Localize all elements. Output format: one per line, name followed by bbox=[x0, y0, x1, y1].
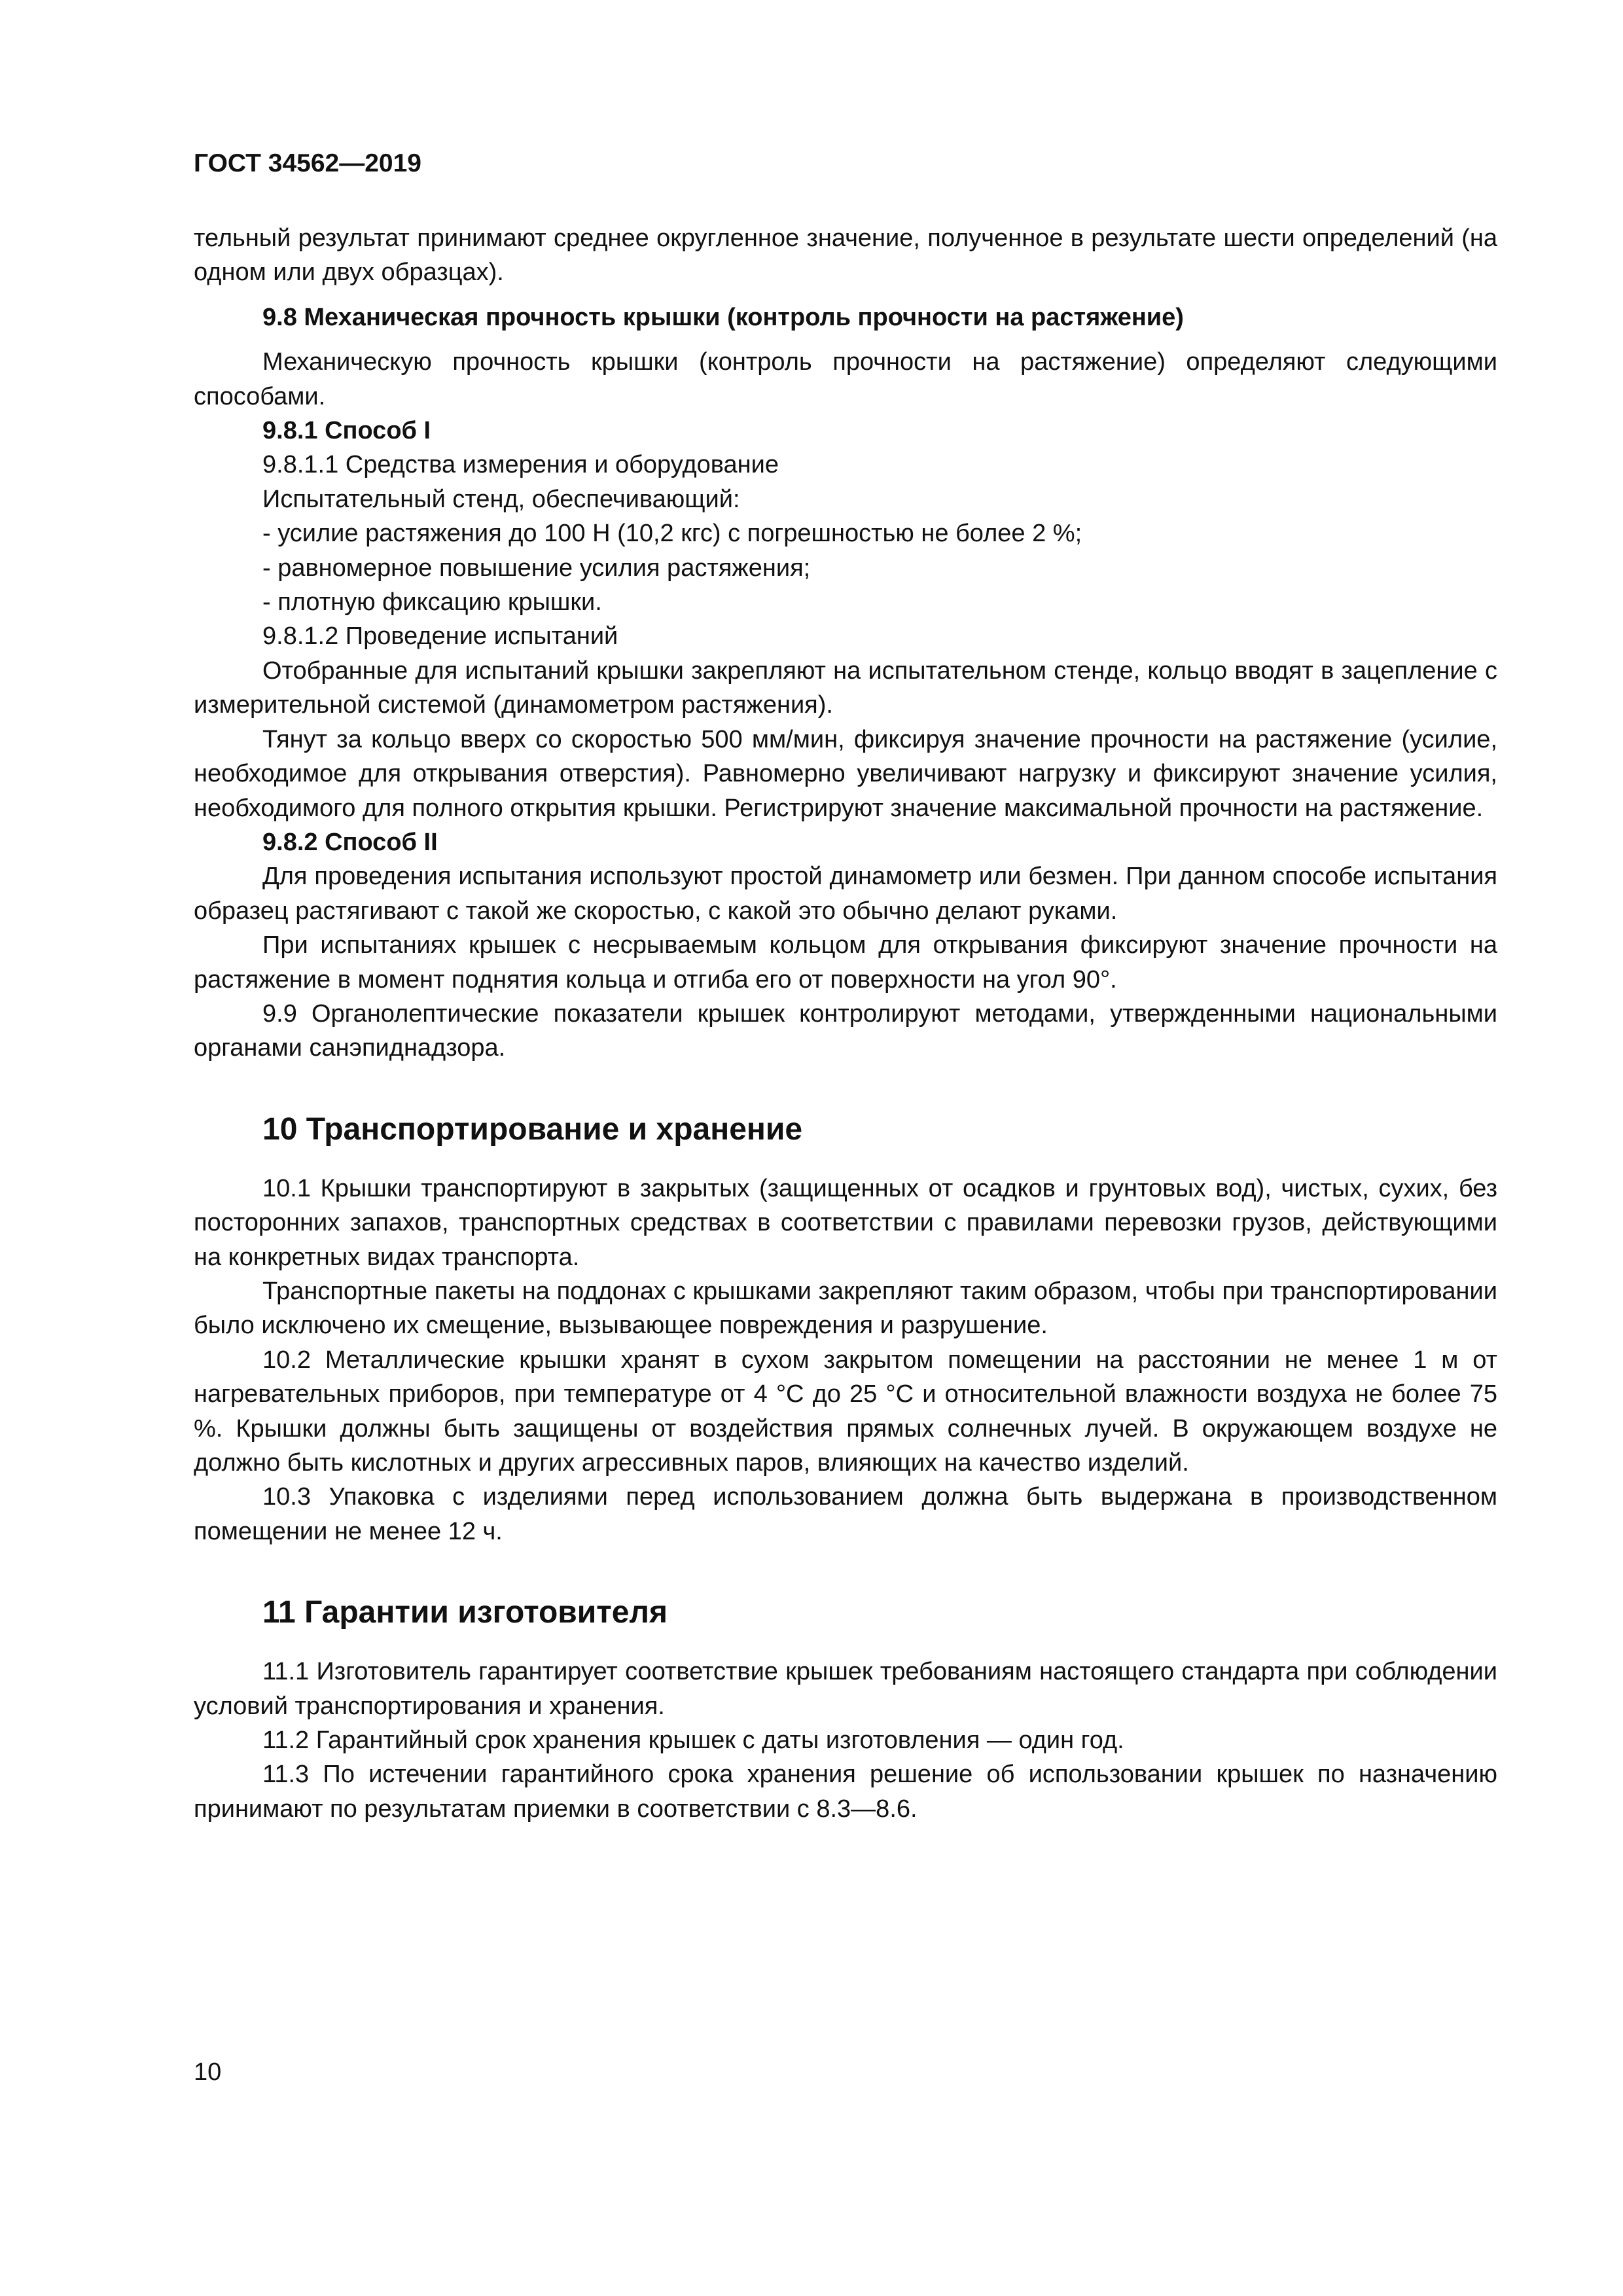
page-number: 10 bbox=[194, 2058, 222, 2086]
document-body bbox=[194, 221, 1497, 1826]
method-1-equipment-title: 9.8.1.1 Средства измерения и оборудование bbox=[262, 451, 779, 479]
list-item: - усилие растяжения до 100 Н (10,2 кгс) с погрешностью не более 2 %; bbox=[262, 520, 1082, 548]
list-item: - равномерное повышение усилия растяжения; bbox=[262, 554, 811, 582]
method-1-stand-intro: Испытательный стенд, обеспечивающий: bbox=[262, 485, 740, 513]
method-1-title: 9.8.1 Способ I bbox=[262, 417, 431, 445]
method-1-paragraph: Отобранные для испытаний крышки закрепляют на испытательном стенде, кольцо вводят в зацепление с измерительной системой (динамометром растяжения). bbox=[194, 656, 1497, 719]
method-2-paragraph: Для проведения испытания используют простой динамометр или безмен. При данном способе испытания образец растягивают с такой же скоростью, с какой это обычно делают руками. bbox=[194, 863, 1497, 925]
section-10-paragraph: 10.1 Крышки транспортируют в закрытых (защищенных от осадков и грунтовых вод), чистых, сухих, без посторонних запахов, транспортных средствах в соответствии с правилами перевозки грузов, действующими на конкретных видах транспорта. bbox=[194, 1174, 1497, 1271]
section-9-8-intro: Механическую прочность крышки (контроль прочности на растяжение) определяют следующими способами. bbox=[194, 348, 1497, 410]
method-2-title: 9.8.2 Способ II bbox=[262, 828, 438, 856]
method-1-paragraph: Тянут за кольцо вверх со скоростью 500 мм/мин, фиксируя значение прочности на растяжение (усилие, необходимое для открывания отверстия). Равномерно увеличивают нагрузку и фиксируют значение усилия, необходимого для полного открытия крышки. Регистрируют значение максимальной прочности на растяжение. bbox=[194, 725, 1497, 822]
section-10-paragraph: Транспортные пакеты на поддонах с крышками закрепляют таким образом, чтобы при транспортировании было исключено их смещение, вызывающее повреждения и разрушение. bbox=[194, 1277, 1497, 1340]
list-item: - плотную фиксацию крышки. bbox=[262, 588, 602, 617]
section-10-paragraph: 10.3 Упаковка с изделиями перед использованием должна быть выдержана в производственном помещении не менее 12 ч. bbox=[194, 1483, 1497, 1545]
section-9-8-title: 9.8 Механическая прочность крышки (контроль прочности на растяжение) bbox=[262, 303, 1184, 331]
method-2-paragraph: При испытаниях крышек с несрываемым кольцом для открывания фиксируют значение прочности на растяжение в момент поднятия кольца и отгиба его от поверхности на угол 90°. bbox=[194, 931, 1497, 994]
section-11-paragraph: 11.1 Изготовитель гарантирует соответствие крышек требованиям настоящего стандарта при соблюдении условий транспортирования и хранения. bbox=[194, 1658, 1497, 1720]
section-10-paragraph: 10.2 Металлические крышки хранят в сухом закрытом помещении на расстоянии не менее 1 м от нагревательных приборов, при температуре от 4 °С до 25 °С и относительной влажности воздуха не более 75 %. Крышки должны быть защищены от воздействия прямых солнечных лучей. В окружающем воздухе не должно быть кислотных и других агрессивных паров, влияющих на качество изделий. bbox=[194, 1346, 1497, 1477]
section-11-paragraph: 11.3 По истечении гарантийного срока хранения решение об использовании крышек по назначению принимают по результатам приемки в соответствии с 8.3—8.6. bbox=[194, 1761, 1497, 1823]
section-9-9-paragraph: 9.9 Органолептические показатели крышек контролируют методами, утвержденными национальными органами санэпиднадзора. bbox=[194, 999, 1497, 1062]
section-10-title: 10 Транспортирование и хранение bbox=[262, 1111, 803, 1147]
section-11-title: 11 Гарантии изготовителя bbox=[262, 1595, 668, 1630]
continuation-paragraph: тельный результат принимают среднее округленное значение, полученное в результате шести определений (на одном или двух образцах). bbox=[194, 224, 1497, 287]
section-11-paragraph: 11.2 Гарантийный срок хранения крышек с даты изготовления — один год. bbox=[262, 1727, 1124, 1755]
method-1-testing-title: 9.8.1.2 Проведение испытаний bbox=[262, 622, 618, 651]
document-header: ГОСТ 34562—2019 bbox=[194, 149, 421, 177]
